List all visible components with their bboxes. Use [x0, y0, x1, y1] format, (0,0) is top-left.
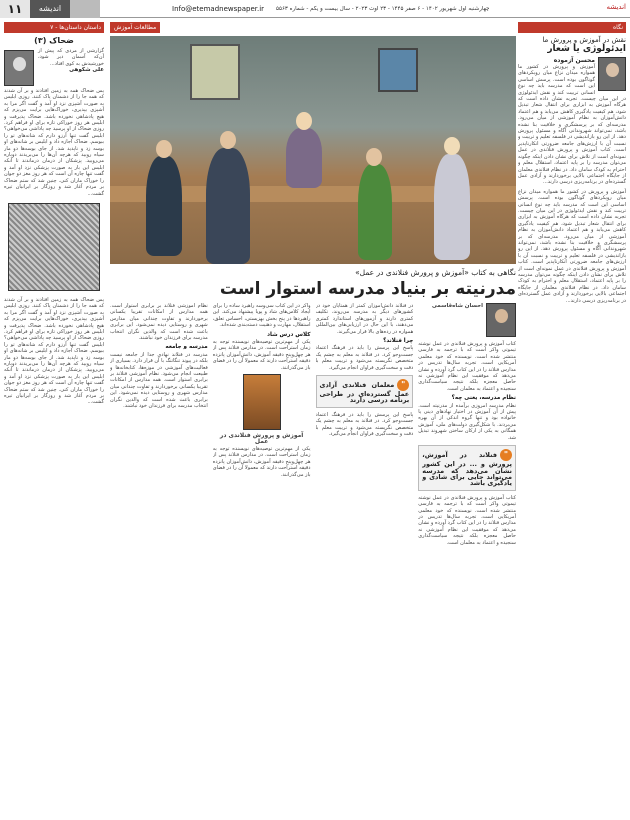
teacher-head [220, 131, 236, 149]
columnist-photo [598, 57, 626, 91]
pull-quote-2 [316, 375, 414, 408]
author-photo [486, 303, 516, 337]
article-columns [110, 303, 516, 803]
illustration-image [8, 203, 100, 291]
quote-icon: " [500, 449, 512, 461]
section-icon [70, 0, 100, 18]
book-caption: آموزش و پرورش فنلاندی در عمل [219, 432, 304, 446]
column-3-text: واکر در این کتاب سی‌وسه راهبرد ساده را برای ایجاد کلاس‌های شاد و پویا پیشنهاد می‌کند. این راهبردها در پنج بخش بهزیستی، احساس تعلق، استقلال، مهارت و ذهنیت دسته‌بندی شده‌اند. [212, 303, 311, 329]
section-name: اندیشه [30, 0, 70, 18]
main-article [110, 22, 516, 818]
newspaper-logo: اندیشه [606, 3, 626, 11]
column-1-text: کتاب آموزش و پرورش فنلاندی در عمل نوشته تیموتی واکر است که با ترجمه به فارسی منتشر شده است. نویسنده که خود معلمی آمریکایی است، تجربه سال‌ها تدریس در مدارس فنلاند را در این کتاب گرد آورده و نشان می‌دهد که موفقیت این نظام آموزشی نه حاصل معجزه بلکه نتیجه سیاست‌گذاری سنجیده و اعتماد به معلمان است. [418, 341, 516, 392]
student-figure [286, 128, 322, 188]
series-title: ضحاک (۳) [34, 36, 74, 45]
pull-quote-1-text: فنلاند در آموزش، پرورش و ... در این کشور نشان می‌دهد که مدرسه می‌تواند جایی برای شادی و یادگیری باشد [422, 451, 512, 488]
article-column-2 [316, 303, 414, 803]
classroom-photo [110, 36, 516, 264]
right-rail-body-continued: آموزش و پرورش در کشور ما همواره میدان نزاع میان رویکردهای گوناگون بوده است. پرسش اساسی این است که مدرسه باید چه نوع انسانی تربیت کند و نقش ایدئولوژی در این میان چیست. تجربه نشان داده است که هرگاه آموزش به ابزاری برای انتقال شعار تبدیل شود، هم کیفیت یادگیری کاهش می‌یابد و هم اعتماد دانش‌آموزان به نظام آموزشی از میان می‌رود. مدرسه‌ای که بر پرسشگری و خلاقیت بنا نشده باشد، نمی‌تواند شهروندانی آگاه و مسئول پرورش دهد. از این رو بازاندیشی در فلسفه تعلیم و تربیت و نسبت آن با ارزش‌های جامعه ضرورتی انکارناپذیر است. کتاب آموزش و پرورش فنلاندی در عمل نمونه‌ای است از تلاش برای نشان دادن اینکه چگونه می‌توان مدرسه را بر پایه اعتماد، استقلال معلم و احترام به کودک سامان داد. در نظام فنلاندی معلمان از جایگاه اجتماعی بالایی برخوردارند و آزادی عمل گسترده‌ای در برنامه‌ریزی درسی دارند... [518, 188, 626, 304]
pull-quote-1 [418, 445, 516, 491]
right-rail-body: آموزش و پرورش در کشور ما همواره میدان نزاع میان رویکردهای گوناگون بوده است. پرسش اساسی این است که مدرسه باید چه نوع انسانی تربیت کند و نقش ایدئولوژی در این میان چیست. تجربه نشان داده است که هرگاه آموزش به ابزاری برای انتقال شعار تبدیل شود، هم کیفیت یادگیری کاهش می‌یابد و هم اعتماد دانش‌آموزان به نظام آموزشی از میان می‌رود. مدرسه‌ای که بر پرسشگری و خلاقیت بنا نشده باشد، نمی‌تواند شهروندانی آگاه و مسئول پرورش دهد. از این رو بازاندیشی در فلسفه تعلیم و تربیت و نسبت آن با ارزش‌های جامعه ضرورتی انکارناپذیر است. کتاب آموزش و پرورش فنلاندی در عمل نمونه‌ای است از تلاش برای نشان دادن اینکه چگونه می‌توان مدرسه را بر پایه اعتماد، استقلال معلم و احترام به کودک سامان داد. در نظام فنلاندی معلمان از جایگاه اجتماعی بالایی برخوردارند و آزادی عمل گسترده‌ای در برنامه‌ریزی درسی دارند... [518, 64, 626, 186]
article-headline: مدرنیته بر بنیاد مدرسه استوار است [219, 279, 516, 299]
left-rail-header: داستان داستان‌ها - ۷ [4, 22, 104, 33]
author-chip [418, 303, 516, 337]
student-head [366, 148, 382, 166]
left-rail-body-continued: پس ضحاک همه به زمین افتادند و بر آن شدند که همه جا را از دشمنان پاک کنند. روزی ابلیس به صورت آشپزی نزد او آمد و گفت اگر مرا به آشپزی بپذیری، خوراک‌هایی برایت می‌پزم که هیچ پادشاهی نخورده باشد. ضحاک پذیرفت و ابلیس هر روز خوراکی تازه برای او فراهم کرد. روزی ضحاک از او پرسید چه پاداشی می‌خواهی؟ ابلیس گفت تنها آرزو دارم که شانه‌های تو را ببوسم. ضحاک اجازه داد و ابلیس بر شانه‌های او بوسه زد و ناپدید شد. از جای بوسه‌ها دو مار سیاه رویید که هرچه آن‌ها را می‌بریدند دوباره می‌رویید. پزشکان از درمان درماندند تا آنکه ابلیس این بار به صورت پزشکی نزد او آمد و گفت تنها چاره آن است که هر روز مغز دو جوان را خوراک ماران کنی. چنین شد که ستم ضحاک بر مردم آغاز شد و روزگار بر ایرانیان تیره گشت... [4, 296, 104, 406]
column-1-more: نظام مدرسه امروزی برآمده از مدرنیته است. پیش از آن آموزش در اختیار نهادهای دینی یا خانواده بود و تنها گروه اندکی از آن بهره می‌بردند. با شکل‌گیری دولت‌های ملی، آموزش همگانی به یکی از ارکان ساختن شهروند تبدیل شد. [418, 402, 516, 441]
article-column-3 [213, 303, 311, 803]
masthead-bar [0, 0, 630, 18]
article-column-1 [418, 303, 516, 803]
column-3-more: یکی از مهم‌ترین توصیه‌های نویسنده توجه به زمان استراحت است. در مدارس فنلاند پس از هر چهل‌وپنج دقیقه آموزش، دانش‌آموزان پانزده دقیقه استراحت دارند که معمولا آن را در فضای باز می‌گذرانند. [212, 339, 311, 371]
author-name: احسان شاه‌قاسمی [431, 303, 483, 309]
column-2-text: در فنلاند دانش‌آموزان کمتر از همتایان خود در کشورهای دیگر به مدرسه می‌روند، تکلیف کمتری دارند و آزمون‌های استاندارد کمتری می‌دهند، با این حال در ارزیابی‌های بین‌المللی همواره در رده‌های بالا قرار می‌گیرند. [315, 303, 414, 335]
student-figure [146, 156, 182, 256]
left-rail [4, 22, 104, 818]
column-4-heading: مدرسه و جامعه [165, 344, 208, 351]
column-2-more: پاسخ این پرسش را باید در فرهنگ اعتماد جست‌وجو کرد. در فنلاند به معلم به چشم یک متخصص نگریسته می‌شود و تربیت معلم با دقت و سخت‌گیری فراوان انجام می‌گیرد. [315, 345, 414, 371]
right-rail-title: ایدئولوژی یا شعار [547, 44, 626, 54]
column-2-continued: پاسخ این پرسش را باید در فرهنگ اعتماد جست‌وجو کرد. در فنلاند به معلم به چشم یک متخصص نگریسته می‌شود و تربیت معلم با دقت و سخت‌گیری فراوان انجام می‌گیرد. [315, 411, 414, 438]
student-head [444, 137, 460, 155]
dateline: چهارشنبه اول شهریور ۱۴۰۲ - ۶ صفر ۱۴۴۵ - ۲۳ اوت ۲۰۲۳ - سال بیست و یکم - شماره ۵۵۶۳ [276, 5, 490, 12]
quote-icon: " [397, 379, 409, 391]
student-head [296, 112, 312, 130]
article-kicker [110, 22, 516, 33]
columnist-name: محسن آزموده [553, 57, 595, 64]
chart-board-icon [190, 44, 240, 100]
left-rail-intro: گزارشی از مردی که پیش از آن‌که آسمان دیر شود، خورشیدش به کوی افتاد... [38, 48, 104, 67]
book-cover-image [243, 374, 281, 430]
column-3-continued: یکی از مهم‌ترین توصیه‌های نویسنده توجه به زمان استراحت است. در مدارس فنلاند پس از هر چهل‌وپنج دقیقه آموزش، دانش‌آموزان پانزده دقیقه استراحت دارند که معمولا آن را در فضای باز می‌گذرانند. [212, 445, 311, 478]
email-address[interactable]: Info@etemadnewspaper.ir [172, 4, 265, 13]
poster-icon [378, 48, 418, 92]
right-rail-kicker: نگاه [518, 22, 626, 33]
article-column-4 [110, 303, 208, 803]
student-head [156, 140, 172, 158]
author-avatar [4, 50, 34, 86]
article-subhead: نگاهی به کتاب «آموزش و پرورش فنلاندی در عمل» [355, 268, 516, 277]
left-rail-author: علی شکوهی [69, 67, 104, 74]
column-1-continued: کتاب آموزش و پرورش فنلاندی در عمل نوشته تیموتی واکر است که با ترجمه به فارسی منتشر شده است. نویسنده که خود معلمی آمریکایی است، تجربه سال‌ها تدریس در مدارس فنلاند را در این کتاب گرد آورده و نشان می‌دهد که موفقیت این نظام آموزشی نه حاصل معجزه بلکه نتیجه سیاست‌گذاری سنجیده و اعتماد به معلمان است. [418, 494, 516, 546]
right-rail [518, 22, 626, 818]
right-rail-subtitle: نقش در آموزش و پرورش ما [542, 36, 626, 44]
column-4-more: مدرسه در فنلاند نهادی جدا از جامعه نیست بلکه در پیوند تنگاتنگ با آن قرار دارد. بسیاری از فعالیت‌های آموزشی در موزه‌ها، کتابخانه‌ها و طبیعت انجام می‌شود. [110, 351, 208, 378]
left-rail-body: پس ضحاک همه به زمین افتادند و بر آن شدند که همه جا را از دشمنان پاک کنند. روزی ابلیس به صورت آشپزی نزد او آمد و گفت اگر مرا به آشپزی بپذیری، خوراک‌هایی برایت می‌پزم که هیچ پادشاهی نخورده باشد. ضحاک پذیرفت و ابلیس هر روز خوراکی تازه برای او فراهم کرد. روزی ضحاک از او پرسید چه پاداشی می‌خواهی؟ ابلیس گفت تنها آرزو دارم که شانه‌های تو را ببوسم. ضحاک اجازه داد و ابلیس بر شانه‌های او بوسه زد و ناپدید شد. از جای بوسه‌ها دو مار سیاه رویید که هرچه آن‌ها را می‌بریدند دوباره می‌رویید. پزشکان از درمان درماندند تا آنکه ابلیس این بار به صورت پزشکی نزد او آمد و گفت تنها چاره آن است که هر روز مغز دو جوان را خوراک ماران کنی. چنین شد که ستم ضحاک بر مردم آغاز شد و روزگار بر ایرانیان تیره گشت... [4, 88, 104, 197]
student-figure [434, 154, 470, 260]
column-1-heading: نظام مدرسه، یعنی چه؟ [451, 395, 516, 402]
student-figure [358, 164, 392, 260]
column-4-text: نظام آموزشی فنلاند بر برابری استوار است. همه مدارس از امکانات تقریبا یکسانی برخوردارند و تفاوت چندانی میان مدارس شهری و روستایی دیده نمی‌شود. این برابری باعث شده است که والدین نگران انتخاب مدرسه برای فرزندان خود نباشند. [110, 303, 208, 342]
teacher-figure [206, 148, 250, 264]
page-number: ۱۱ [0, 0, 30, 18]
article-kicker-label: مطالعات آموزش [110, 22, 160, 33]
column-3-heading: کلاس درس شاد [267, 331, 311, 338]
pull-quote-2-text: معلمان فنلاندی آزادی عمل گسترده‌ای در طراحی برنامه درسی دارند [319, 381, 410, 405]
column-4-continued: نظام آموزشی فنلاند بر برابری استوار است. همه مدارس از امکانات تقریبا یکسانی برخوردارند و تفاوت چندانی میان مدارس شهری و روستایی دیده نمی‌شود. این برابری باعث شده است که والدین نگران انتخاب مدرسه برای فرزندان خود نباشند. [110, 371, 208, 410]
column-2-heading: چرا فنلاند؟ [383, 338, 414, 345]
